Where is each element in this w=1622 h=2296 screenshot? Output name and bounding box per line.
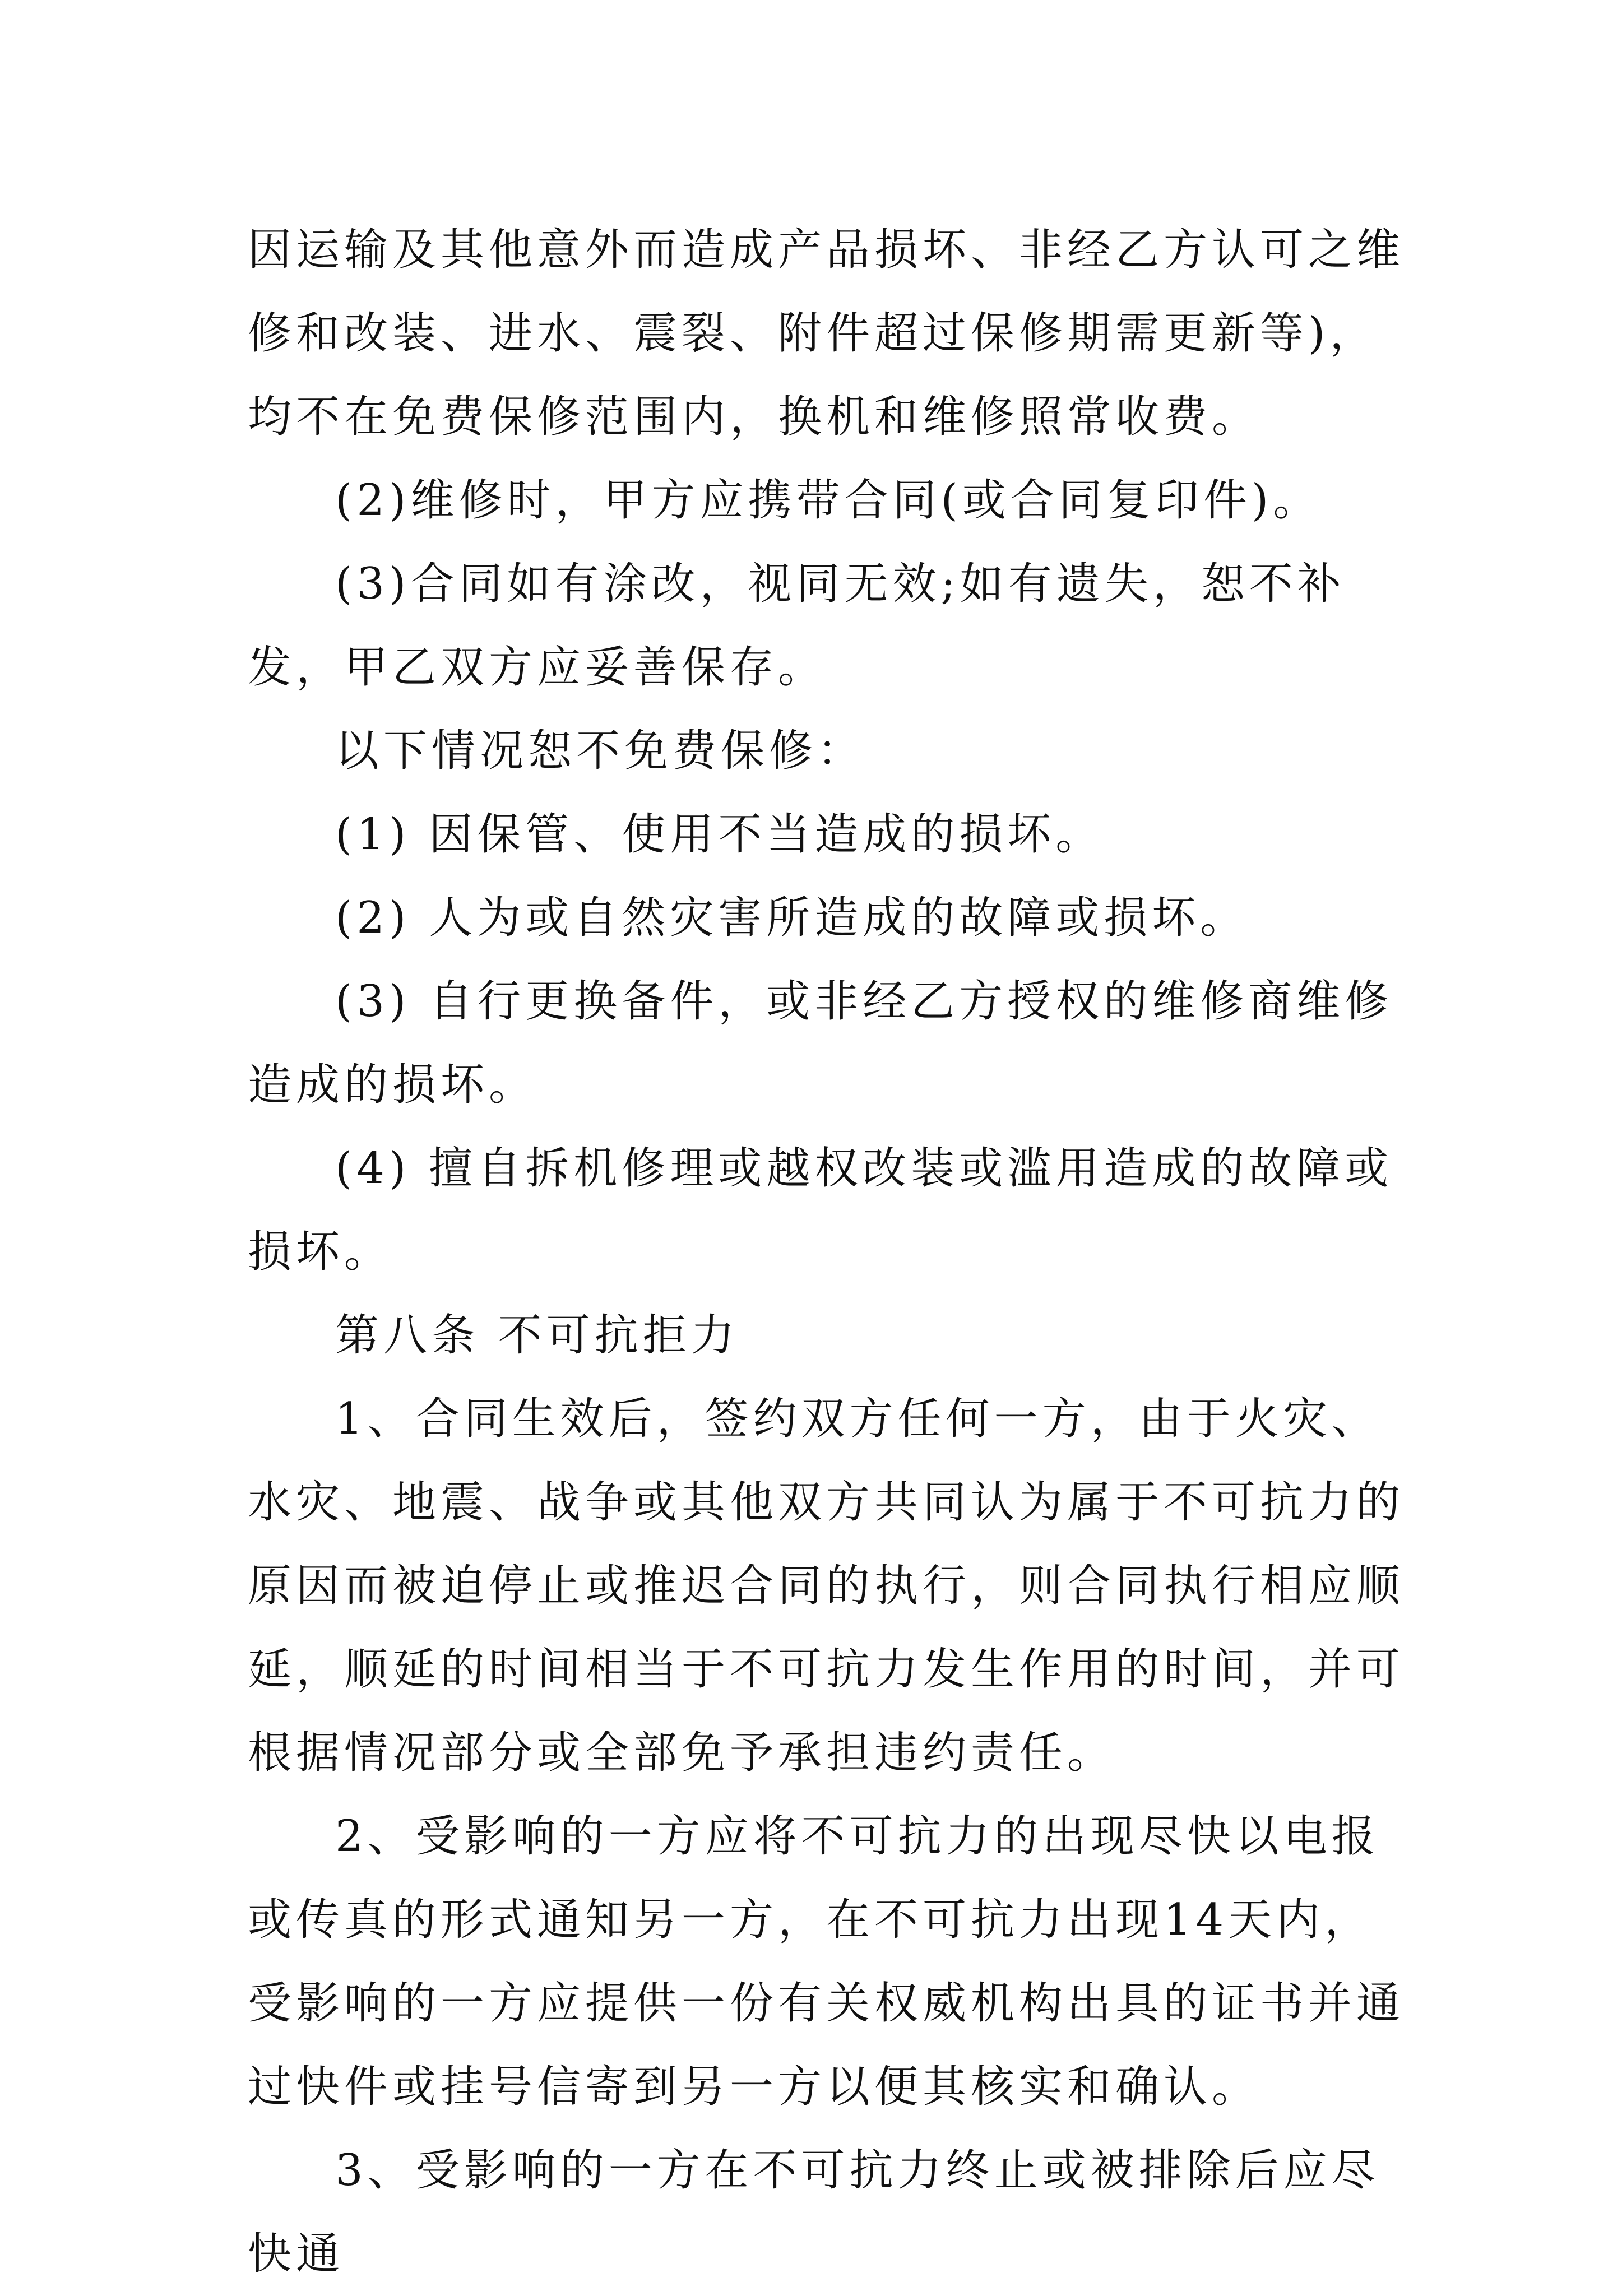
paragraph-force-majeure-1: 1、合同生效后，签约双方任何一方，由于火灾、水灾、地震、战争或其他双方共同认为属于不可抗力的原因而被迫停止或推迟合同的执行，则合同执行相应顺延，顺延的时间相当于不可抗力发生作用的时间，并可根据情况部分或全部免予承担违约责任。: [248, 1394, 1405, 1778]
paragraph-item-2-repair-contract: (2)维修时，甲方应携带合同(或合同复印件)。: [335, 475, 1322, 526]
paragraph-force-majeure-3: 3、受影响的一方在不可抗力终止或被排除后应尽快通: [248, 2145, 1380, 2279]
paragraph-no-free-warranty-heading: 以下情况恕不免费保修：: [335, 726, 866, 776]
paragraph-exclusion-2: (2) 人为或自然灾害所造成的故障或损坏。: [335, 893, 1249, 943]
paragraph-exclusion-1: (1) 因保管、使用不当造成的损坏。: [335, 809, 1104, 860]
paragraph-warranty-exclusions: 因运输及其他意外而造成产品损坏、非经乙方认可之维修和改装、进水、震裂、附件超过保修期需更新等)，均不在免费保修范围内，换机和维修照常收费。: [248, 225, 1405, 442]
section-heading-article-8: 第八条 不可抗拒力: [335, 1310, 739, 1361]
paragraph-item-3-contract-validity: (3)合同如有涂改，视同无效;如有遗失，恕不补发，甲乙双方应妥善保存。: [248, 559, 1346, 693]
paragraph-force-majeure-2: 2、受影响的一方应将不可抗力的出现尽快以电报或传真的形式通知另一方，在不可抗力出现14天内，受影响的一方应提供一份有关权威机构出具的证书并通过快件或挂号信寄到另一方以便其核实和确认。: [248, 1811, 1405, 2112]
document-body: [248, 208, 1414, 2296]
paragraph-exclusion-4: (4) 擅自拆机修理或越权改装或滥用造成的故障或损坏。: [248, 1143, 1393, 1277]
paragraph-exclusion-3: (3) 自行更换备件，或非经乙方授权的维修商维修造成的损坏。: [248, 976, 1393, 1110]
